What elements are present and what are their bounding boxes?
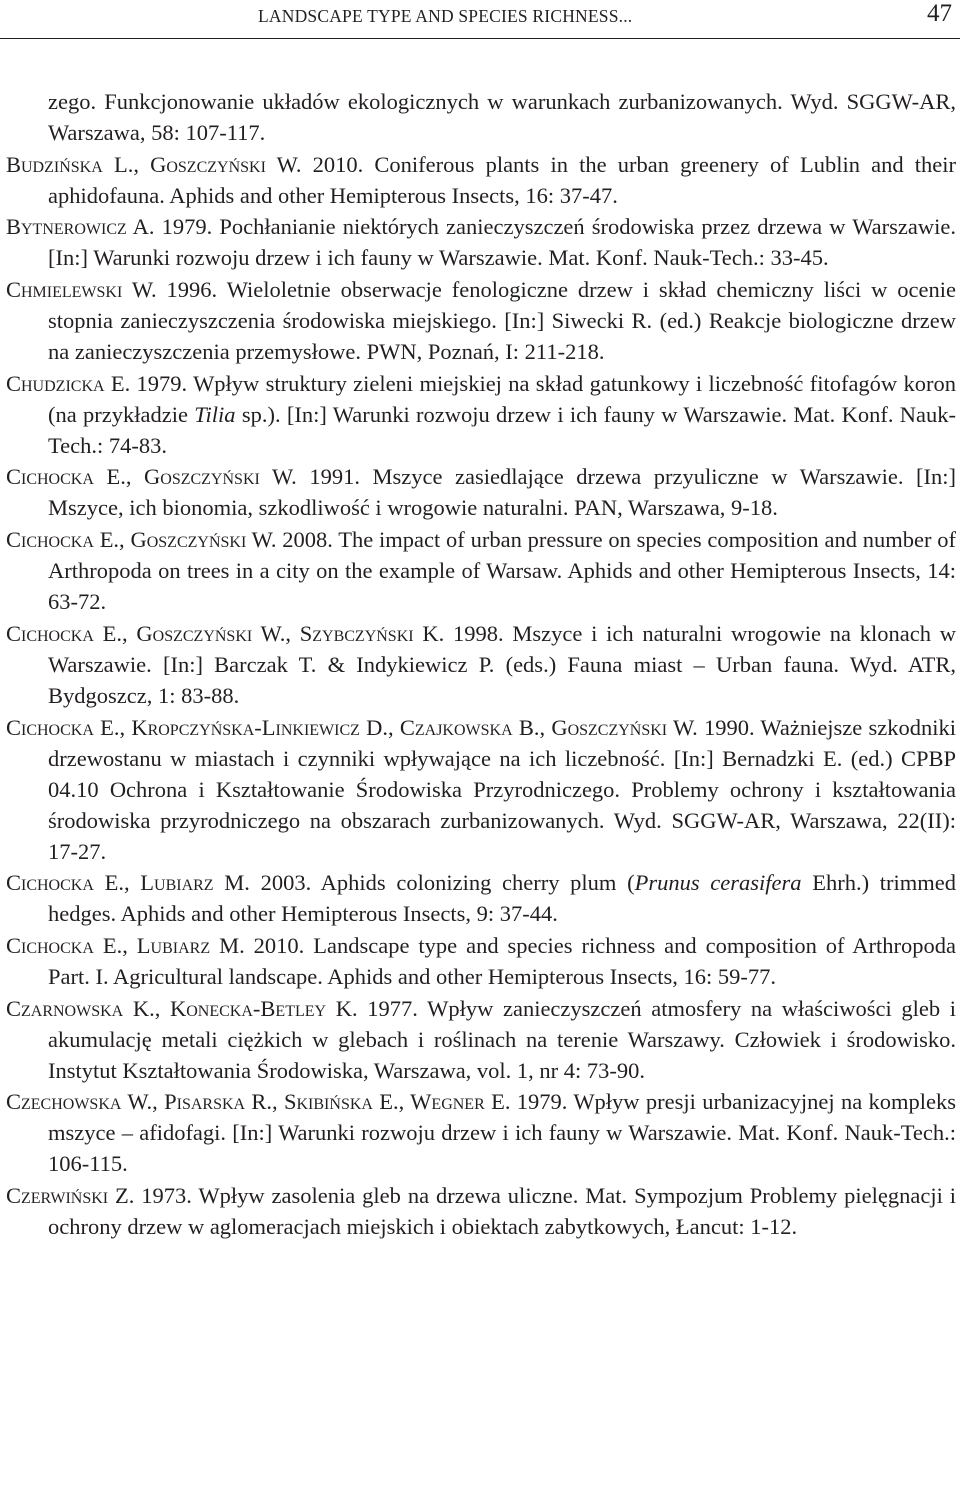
reference-entry	[6, 1086, 956, 1179]
reference-authors: Czechowska W., Pisarska R., Skibińska E., Wegner E.	[6, 1089, 511, 1115]
reference-entry	[6, 993, 956, 1086]
reference-entry	[6, 368, 956, 461]
reference-authors: Czarnowska K., Konecka-Betley K.	[6, 995, 358, 1021]
reference-entry	[6, 930, 956, 992]
reference-authors: Cichocka E., Kropczyńska-Linkiewicz D., Czajkowska B., Goszczyński W.	[6, 714, 698, 740]
header-rule	[0, 38, 960, 39]
reference-authors: Cichocka E., Lubiarz M.	[6, 870, 250, 896]
reference-text: 1990. Ważniejsze szkodniki drzewostanu w miastach i czynniki wpływające na ich liczebność. [In:] Bernadzki E. (ed.) CPBP 04.10 Ochrona i Kształtowanie Środowiska Przyrodniczego. Problemy ochrony i kształtowania środowiska przyrodniczego na obszarach zurbanizowanych. Wyd. SGGW-AR, Warszawa, 22(II): 17-27.	[48, 714, 956, 864]
reference-authors: Czerwiński Z.	[6, 1182, 135, 1208]
reference-entry	[6, 211, 956, 273]
reference-text: 1973. Wpływ zasolenia gleb na drzewa uliczne. Mat. Sympozjum Problemy pielęgnacji i ochrony drzew w aglomeracjach miejskich i obiektach zabytkowych, Łancut: 1-12.	[48, 1182, 956, 1239]
page-number: 47	[927, 0, 952, 27]
reference-text-continued: Ehrh.) trimmed hedges. Aphids and other Hemipterous Insects, 9: 37-44.	[48, 870, 956, 927]
reference-entry	[6, 618, 956, 711]
reference-species-name: Prunus cerasifera	[634, 870, 802, 896]
reference-authors: Budzińska L., Goszczyński W.	[6, 151, 302, 177]
reference-entry	[6, 274, 956, 367]
reference-text: 1979. Pochłanianie niektórych zanieczyszczeń środowiska przez drzewa w Warszawie. [In:] Warunki rozwoju drzew i ich fauny w Warszawie. Mat. Konf. Nauk-Tech.: 33-45.	[48, 214, 956, 271]
reference-text: 1979. Wpływ presji urbanizacyjnej na kompleks mszyce – afidofagi. [In:] Warunki rozwoju drzew i ich fauny w Warszawie. Mat. Konf. Nauk-Tech.: 106-115.	[48, 1089, 957, 1177]
reference-text: 1979. Wpływ struktury zieleni miejskiej na skład gatunkowy i liczebność fitofagów koron (na przykładzie	[48, 370, 956, 427]
reference-list	[6, 86, 956, 1243]
reference-entry	[6, 712, 956, 867]
reference-text: zego. Funkcjonowanie układów ekologicznych w warunkach zurbanizowanych. Wyd. SGGW-AR, Warszawa, 58: 107-117.	[48, 89, 956, 145]
running-head: LANDSCAPE TYPE AND SPECIES RICHNESS...	[258, 6, 633, 26]
reference-entry	[6, 149, 956, 211]
reference-entry	[6, 524, 956, 617]
reference-entry	[6, 86, 956, 148]
reference-text: 2010. Landscape type and species richness and composition of Arthropoda Part. I. Agricultural landscape. Aphids and other Hemipterous Insects, 16: 59-77.	[48, 932, 956, 989]
reference-text: 2010. Coniferous plants in the urban greenery of Lublin and their aphidofauna. Aphids and other Hemipterous Insects, 16: 37-47.	[48, 151, 956, 208]
reference-text: 1991. Mszyce zasiedlające drzewa przyuliczne w Warszawie. [In:] Mszyce, ich bionomia, szkodliwość i wrogowie naturalni. PAN, Warszawa, 9-18.	[48, 464, 957, 521]
reference-authors: Cichocka E., Goszczyński W.	[6, 527, 277, 553]
page-header	[0, 0, 960, 38]
reference-authors: Cichocka E., Lubiarz M.	[6, 932, 245, 958]
reference-entry	[6, 461, 956, 523]
reference-authors: Bytnerowicz A.	[6, 214, 155, 240]
reference-authors: Chudzicka E.	[6, 370, 131, 396]
reference-text: 2008. The impact of urban pressure on species composition and number of Arthropoda on trees in a city on the example of Warsaw. Aphids and other Hemipterous Insects, 14: 63-72.	[48, 527, 956, 615]
reference-text: 1996. Wieloletnie obserwacje fenologiczne drzew i skład chemiczny liści w ocenie stopnia zanieczyszczenia środowiska miejskiego. [In:] Siwecki R. (ed.) Reakcje biologiczne drzew na zanieczyszczenia przemysłowe. PWN, Poznań, I: 211-218.	[48, 277, 956, 365]
reference-authors: Cichocka E., Goszczyński W.	[6, 464, 297, 490]
reference-authors: Chmielewski W.	[6, 277, 157, 303]
reference-text: 1977. Wpływ zanieczyszczeń atmosfery na właściwości gleb i akumulację metali ciężkich w glebach i roślinach na terenie Warszawy. Człowiek i środowisko. Instytut Kształtowania Środowiska, Warszawa, vol. 1, nr 4: 73-90.	[48, 995, 956, 1083]
reference-text: 2003. Aphids colonizing cherry plum (	[249, 870, 635, 896]
reference-entry	[6, 867, 956, 929]
reference-text: 1998. Mszyce i ich naturalni wrogowie na klonach w Warszawie. [In:] Barczak T. & Indykiewicz P. (eds.) Fauna miast – Urban fauna. Wyd. ATR, Bydgoszcz, 1: 83-88.	[48, 620, 956, 708]
reference-authors: Cichocka E., Goszczyński W., Szybczyński K.	[6, 620, 445, 646]
reference-species-name: Tilia	[194, 401, 236, 427]
reference-entry	[6, 1180, 956, 1242]
reference-text-continued: sp.). [In:] Warunki rozwoju drzew i ich fauny w Warszawie. Mat. Konf. Nauk-Tech.: 74-83.	[48, 401, 956, 458]
